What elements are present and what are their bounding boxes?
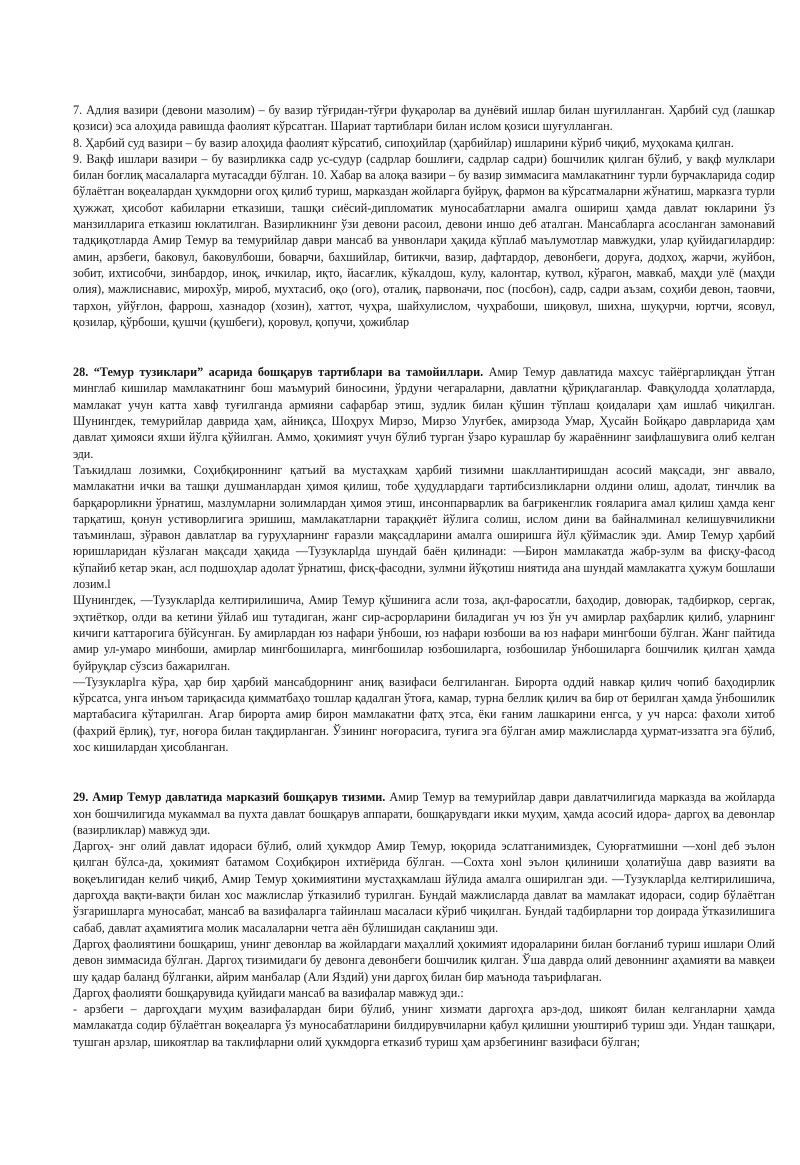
section-gap <box>73 755 775 789</box>
paragraph-8: 8. Ҳарбий суд вазири – бу вазир алоҳида фаолият кўрсатиб, сипоҳийлар (ҳарбийлар) ишларини кўриб чиқиб, муҳокама қилган. <box>73 135 734 150</box>
section-29-paragraph-4: Даргоҳ фаолияти бошқарувида қуйидаги мансаб ва вазифалар мавжуд эди.: <box>73 985 464 1000</box>
section-gap <box>73 330 775 364</box>
section-28-intro: Амир Темур давлатида махсус тайёргарлиқдан ўтган минглаб кишилар мамлакатнинг бош маъмурий биносини, ўрдуни чегараларни, давлатни қўриқлаганлар. Фавқулодда ҳолатларда, мамлакат учун катта хавф туғилганда армияни сафарбар этиш, зудлик билан қўшин тўплаш қоидалари ҳам ишлаб чиқилган. Шунингдек, темурийлар даврида ҳам, айниқса, Шоҳрух Мирзо, Мирзо Улуғбек, амирзода Умар, Ҳусайн Бойқаро даврларида ҳам давлат ҳимояси яхши йўлга қўйилган. Аммо, ҳокимият учун бўлиб турган ўзаро курашлар бу жараённинг заифлашувига олиб келган эди. <box>73 365 775 461</box>
section-28-heading: 28. “Темур тузиклари” асарида бошқарув тартиблари ва тамойиллари. <box>73 365 484 380</box>
section-29 <box>73 789 775 838</box>
section-28-paragraph-2: Таъкидлаш лозимки, Соҳибқироннинг қатъий ва мустаҳкам ҳарбий тизимни шакллантиришдан асосий мақсади, энг аввало, мамлакатни ички ва ташқи душманлардан ҳимоя қилиш, тобе ҳудудлардаги тартибсизликларни олдини олиш, адолат, тинчлик ва барқарорликни ўрнатиш, мазлумларни золимлардан ҳимоя этиш, инсонпарварлик ва бағрикенглик ғояларига амал қилиш ҳамда кенг тарқатиш, қонун устиворлигига эришиш, мамлакатларни тараққиёт йўлига солиш, ислом дини ва байналминал келишувчиликни таъминлаш, зўравон давлатлар ва гуруҳларнинг ғаразли мақсадларини амалга оширишга йўл қўймаслик эди. Амир Темур ҳарбий юришларидан кўзлаган мақсади ҳақида ―Тузукларlда шундай баён қилинади: ―Бирон мамлакатда жабр-зулм ва фисқу-фасод кўпайиб кетар экан, асл подшоҳлар адолат ўрнатиш, фисқ-фасодни, зулмни йўқотиш ниятида ана шундай мамлакатга ҳужум бошлаши лозим.l <box>73 462 775 592</box>
paragraph-9: 9. Вақф ишлари вазири – бу вазирликка садр ус-судур (садрлар бошлиғи, садрлар садри) бошчилик қилган бўлиб, у вақф мулклари билан боғлиқ масалаларга мутасадди бўлган. 10. Хабар ва алоқа вазири – бу вазир зиммасига мамлакатнинг турли бурчакларида содир бўлаётган воқеалардан ҳукмдорни огоҳ қилиб туриш, марказдан жойларга буйруқ, фармон ва кўрсатмаларни жўнатиш, марказга турли ҳужжат, ҳисобот кабиларни етказиши, ташқи сиёсий-дипломатик муносабатларни амалга ошириш ҳамда давлат юкларини ўз манзилларига етказиш юклатилган. Вазирликнинг ўзи девони расоил, девони иншо деб аталган. Мансабларга асосланган замонавий тадқиқотларда Амир Темур ва темурийлар даври мансаб ва унвонлари ҳақида кўплаб маълумотлар мавжудки, улар қуйидагилардир: амин, арзбеги, баковул, баковулбоши, боварчи, бахшийлар, битикчи, вазир, дафтардор, девонбеги, доруға, додхоҳ, жарчи, жуйбон, зобит, ихтисобчи, зинбардор, иноқ, ичкилар, иқто, йасағлик, кўкалдош, кулу, калонтар, кутвол, кўрагон, мавкаб, маҳди улё (маҳди олия), мажлиснавис, мирохўр, мироб, мухтасиб, оқо (ого), оталиқ, парвоначи, пос (посбон), садр, садри аъзам, соҳиби девон, таовчи, тархон, уйўғлон, фаррош, хазнадор (хозин), хаттот, чуҳра, шайхулислом, чуҳрабоши, шиқовул, шихна, шуқурчи, юртчи, ясовул, қозилар, қўрбоши, қушчи (қушбеги), қоровул, қопучи, ҳожиблар <box>73 151 775 329</box>
section-29-paragraph-2: Даргоҳ- энг олий давлат идораси бўлиб, олий ҳукмдор Амир Темур, юқорида эслатганимиздек, Суюрғатмишни ―хонl деб эълон қилган бўлса-да, ҳокимият батамом Соҳибқирон ихтиёрида бўлган. ―Сохта хонl эълон қилиниши ҳолатиўша давр вазияти ва воқеълигидан келиб чиқиб, Амир Темур ҳокимиятини мустаҳкамлаш йўлида амалга оширилган эди. ―Тузукларlда келтирилишича, даргоҳда вақти-вақти билан хос мажлислар ўтказилиб турилган. Бундай мажлисларда давлат ва мамлакат идораси, содир бўлаётган ўзгаришларга муносабат, мансаб ва вазифаларга тайинлаш масаласи кўриб чиқилган. Бундай тадбирларни тор доирада ўтказилишига сабаб, давлат аҳамиятига молик масалаларни четга аён бўлишидан сақланиш эди. <box>73 839 775 935</box>
section-28 <box>73 364 775 462</box>
section-28-paragraph-4: ―Тузукларlга кўра, ҳар бир ҳарбий мансабдорнинг аниқ вазифаси белгиланган. Бирорта оддий навкар қилич чопиб баҳодирлик кўрсатса, унга инъом тариқасида қимматбаҳо тошлар қадалган ўтоға, камар, турна беллик қилич ва бир от берилган ҳамда ўнбошилик мартабасига кўтарилган. Агар бирорта амир бирон мамлакатни фатҳ этса, ёки ғаним лашкарини енгса, у уч нарса: фахоли хитоб (фахрий ёрлиқ), туғ, ноғора билан тақдирланган. Ўзининг ноғорасига, туғига эга бўлган амир мажлисларда ҳурмат-иззатга эга бўлиб, хос кишилардан ҳисобланган. <box>73 674 775 754</box>
section-29-paragraph-5: - арзбеги – даргоҳдаги муҳим вазифалардан бири бўлиб, унинг хизмати даргоҳга арз-дод, шикоят билан келганларни ҳамда мамлакатда содир бўлаётган воқеаларга ўз муносабатларини билдирувчиларни қабул қилишни уюштириб туриш эди. Ундан ташқари, тушган арзлар, шикоятлар ва таклифларни олий ҳукмдорга етказиб туриш ҳам арзбегининг вазифаси бўлган; <box>73 1002 775 1049</box>
paragraph-7: 7. Адлия вазири (девони мазолим) – бу вазир тўғридан-тўғри фуқаролар ва дунёвий ишлар билан шуғилланган. Ҳарбий суд (лашкар қозиси) эса алоҳида равишда фаолият кўрсатган. Шариат тартиблари билан ислом қозиси шуғулланган. <box>73 103 775 134</box>
section-29-heading: 29. Амир Темур давлатида марказий бошқарув тизими. <box>73 790 386 805</box>
section-29-intro: Амир Темур ва темурийлар даври давлатчилигида марказда ва жойларда хон бошчилигида мукаммал ва пухта давлат бошқарув аппарати, бошқарувдаги икки муҳим, ҳамда асосий идора- даргоҳ ва девонлар (вазирликлар) мавжуд эди. <box>73 790 776 837</box>
section-29-paragraph-3: Даргоҳ фаолиятини бошқариш, унинг девонлар ва жойлардаги маҳаллий ҳокимият идораларини билан боғланиб туриш ишлари Олий девон зиммасида бўлган. Даргоҳ тизимидаги бу девонга девонбеги бошчилик қилган. Ўша даврда олий девоннинг аҳамияти ва мавқеи шу қадар баланд бўлганки, айрим манбалар (Али Яздий) уни даргоҳ билан бир маънода таърифлаган. <box>73 936 775 984</box>
section-28-paragraph-3: Шунингдек, ―Тузукларlда келтирилишича, Амир Темур қўшинига асли тоза, ақл-фаросатли, баҳодир, довюрак, тадбиркор, сергак, эҳтиёткор, олди ва кетини ўйлаб иш тутадиган, жанг сир-асрорларини биладиган уч юз ўн уч амирлар раҳбарлик қилиб, уларнинг кичиги каттарогига бўйсунган. Бу амирлардан юз нафари ўнбоши, юз нафари юзбоши ва юз нафари мингбоши бўлган. Жанг пайтида амир ул-умаро минбоши, амирлар мингбошиларга, мингбошилар юзбошиларга, юзбошилар ўнбошиларга бошчилик қилган ҳамда буйруқлар сўзсиз бажарилган. <box>73 593 775 673</box>
